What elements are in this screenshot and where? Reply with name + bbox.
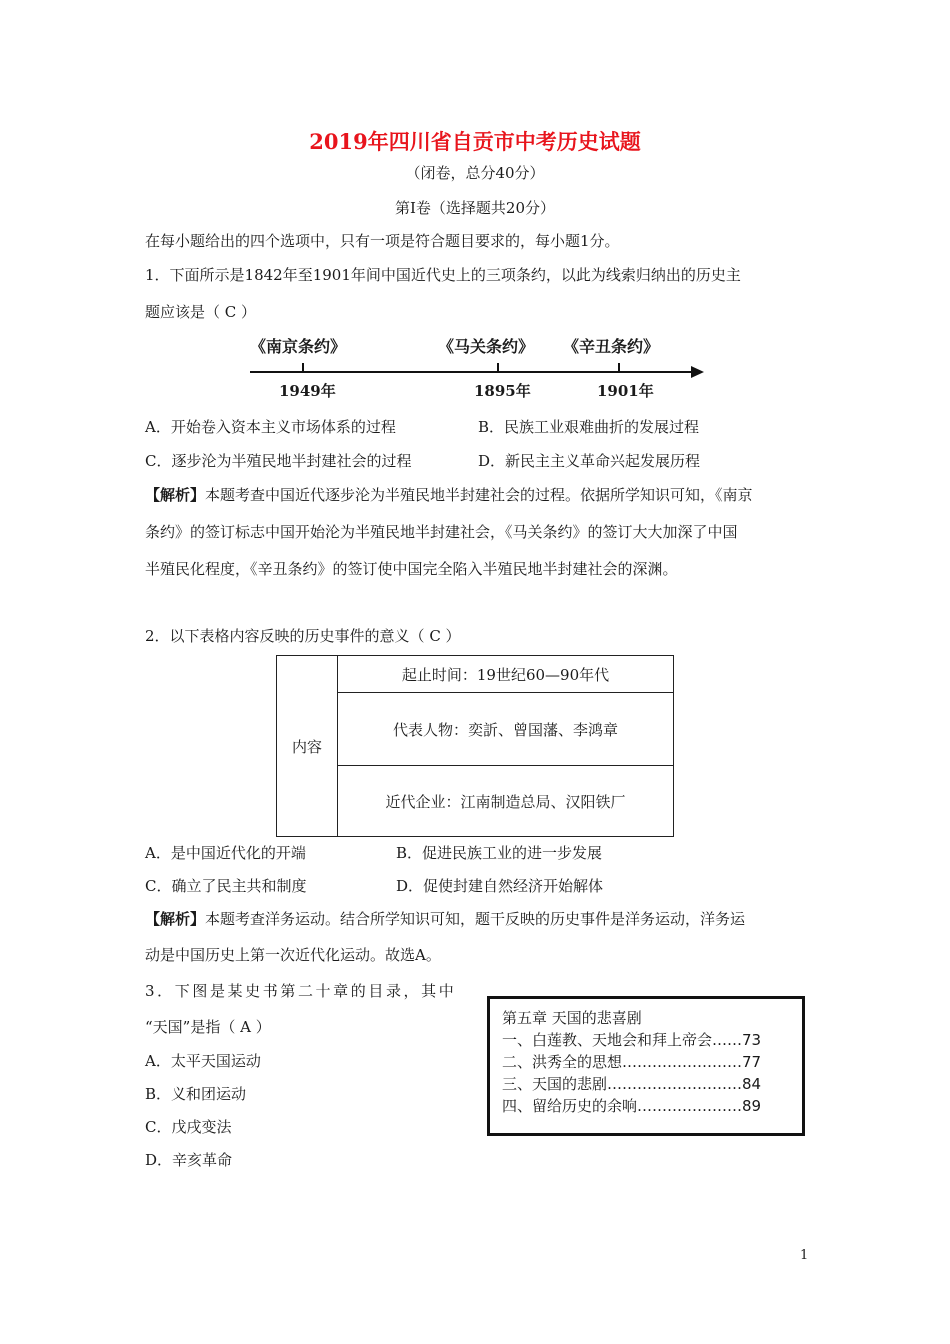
timeline-tick <box>302 363 304 372</box>
table-of-contents-box <box>487 996 805 1136</box>
q3-option-a: A．太平天国运动 <box>145 1052 261 1070</box>
q2-option-b: B．促进民族工业的进一步发展 <box>396 844 603 862</box>
q2-stem: 2．以下表格内容反映的历史事件的意义（ C ） <box>145 627 461 645</box>
explanation-label: 【解析】 <box>145 910 206 928</box>
q1-stem-line1: 1．下面所示是1842年至1901年间中国近代史上的三项条约，以此为线索归纳出的历史主 <box>145 266 741 284</box>
q2-content-table <box>276 655 674 837</box>
timeline-treaty-xinchou: 《辛丑条约》 <box>563 337 660 356</box>
table-left-label: 内容 <box>277 656 338 836</box>
q2-option-a: A．是中国近代化的开端 <box>145 844 306 862</box>
page-title: 2019年四川省自贡市中考历史试题 <box>309 129 641 154</box>
q2-explanation-line2: 动是中国历史上第一次近代化运动。故选A。 <box>145 946 441 964</box>
q1-option-a: A．开始卷入资本主义市场体系的过程 <box>145 418 396 436</box>
q3-stem-line2: “天国”是指（ A ） <box>145 1018 271 1036</box>
q2-explanation-text: 本题考查洋务运动。结合所学知识可知，题干反映的历史事件是洋务运动，洋务运 <box>205 910 746 928</box>
q3-option-d: D．辛亥革命 <box>145 1151 233 1169</box>
q2-option-c: C．确立了民主共和制度 <box>145 877 307 895</box>
toc-item: 一、白莲教、天地会和拜上帝会……73 <box>502 1031 762 1049</box>
q1-option-b: B．民族工业艰难曲折的发展过程 <box>478 418 700 436</box>
timeline-tick <box>497 363 499 372</box>
explanation-label: 【解析】 <box>145 486 206 504</box>
timeline-axis <box>250 371 695 373</box>
q1-option-d: D．新民主主义革命兴起发展历程 <box>478 452 701 470</box>
timeline-treaty-nanjing: 《南京条约》 <box>250 337 347 356</box>
q1-explanation-line1 <box>145 484 753 505</box>
page-number: 1 <box>800 1248 809 1263</box>
q1-explanation-text: 本题考查中国近代逐步沦为半殖民地半封建社会的过程。依据所学知识可知，《南京 <box>205 486 753 504</box>
q1-stem-line2: 题应该是（ C ） <box>145 303 257 321</box>
table-cell-enterprises: 近代企业：江南制造总局、汉阳铁厂 <box>385 792 626 811</box>
q2-explanation-line1 <box>145 908 745 929</box>
toc-item: 二、洪秀全的思想……………………77 <box>502 1053 762 1071</box>
timeline-treaty-maguan: 《马关条约》 <box>438 337 535 356</box>
section-heading: 第Ⅰ卷（选择题共20分） <box>394 199 555 217</box>
q3-stem-line1: 3．下图是某史书第二十章的目录，其中 <box>145 982 457 1000</box>
instruction-text: 在每小题给出的四个选项中，只有一项是符合题目要求的，每小题1分。 <box>145 232 620 250</box>
timeline-year-1: 1949年 <box>279 382 336 400</box>
timeline-year-3: 1901年 <box>597 382 654 400</box>
q1-explanation-line3: 半殖民化程度，《辛丑条约》的签订使中国完全陷入半殖民地半封建社会的深渊。 <box>145 560 678 578</box>
treaty-timeline <box>245 330 715 410</box>
toc-item: 四、留给历史的余响…………………89 <box>502 1097 762 1115</box>
toc-heading: 第五章 天国的悲喜剧 <box>502 1009 642 1027</box>
timeline-tick <box>618 363 620 372</box>
table-cell-period: 起止时间：19世纪60—90年代 <box>401 665 610 684</box>
q1-explanation-line2: 条约》的签订标志中国开始沦为半殖民地半封建社会，《马关条约》的签订大大加深了中国 <box>145 523 738 541</box>
timeline-arrowhead <box>691 366 704 378</box>
q3-option-c: C．戊戌变法 <box>145 1118 232 1136</box>
timeline-year-2: 1895年 <box>474 382 531 400</box>
q3-option-b: B．义和团运动 <box>145 1085 247 1103</box>
table-cell-figures: 代表人物：奕訢、曾国藩、李鸿章 <box>392 720 618 739</box>
q2-option-d: D．促使封建自然经济开始解体 <box>396 877 604 895</box>
q1-option-c: C．逐步沦为半殖民地半封建社会的过程 <box>145 452 412 470</box>
exam-subtitle: （闭卷，总分40分） <box>405 164 545 182</box>
toc-item: 三、天国的悲剧………………………84 <box>502 1075 762 1093</box>
